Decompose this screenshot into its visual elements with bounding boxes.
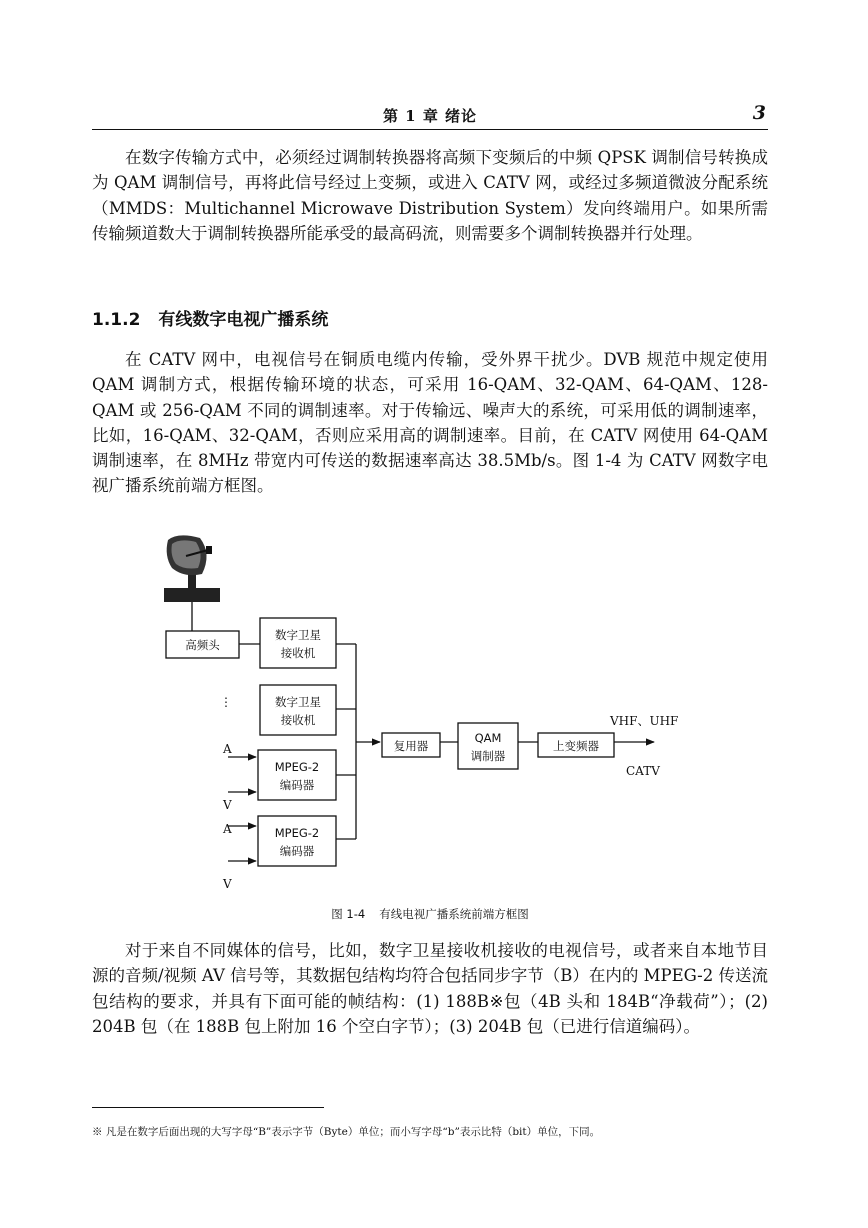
figure-caption (92, 906, 768, 922)
upconverter-label: 上变频器 (553, 739, 599, 753)
figure-title: 有线电视广播系统前端方框图 (379, 907, 529, 921)
output-band-label: VHF、UHF (610, 714, 679, 728)
figure-number: 图 1-4 (331, 907, 366, 921)
page-number: 3 (752, 102, 766, 124)
mpeg2-encoder-box-2 (258, 816, 336, 866)
running-header (92, 103, 768, 130)
tuner-label: 高频头 (185, 638, 220, 652)
encoder-2-line-1: MPEG-2 (274, 826, 320, 840)
satellite-receiver-box-2 (260, 685, 336, 735)
receiver-1-line-2: 接收机 (280, 646, 316, 660)
satellite-dish-icon (164, 535, 220, 602)
ellipsis-dots: ⋮ (220, 695, 232, 709)
paragraph-2: 在 CATV 网中，电视信号在铜质电缆内传输，受外界干扰少。DVB 规范中规定使用 QAM 调制方式，根据传输环境的状态，可采用 16-QAM、32-QAM、64-QAM、128-QAM 或 256-QAM 不同的调制速率。对于传输远、噪声大的系统，可采用低的调制速率，比如，16-QAM、32-QAM，否则应采用高的调制速率。目前，在 CATV 网使用 64-QAM 调制速率，在 8MHz 带宽内可传送的数据速率高达 38.5Mb/s。图 1-4 为 CATV 网数字电视广播系统前端方框图。 (92, 350, 768, 496)
receiver-2-line-1: 数字卫星 (275, 695, 321, 709)
paragraph-3: 对于来自不同媒体的信号，比如，数字卫星接收机接收的电视信号，或者来自本地节目源的音频/视频 AV 信号等，其数据包结构均符合包括同步字节（B）在内的 MPEG-2 传送流包结构的要求，并具有下面可能的帧结构：(1) 188B※包（4B 头和 184B“净载荷”）；(2) 204B 包（在 188B 包上附加 16 个空白字节）；(3) 204B 包（已进行信道编码）。 (92, 941, 768, 1036)
input-v-1: V (223, 798, 232, 812)
encoder-1-line-2: 编码器 (279, 778, 315, 792)
chapter-title: 第 1 章 绪论 (382, 107, 478, 125)
receiver-2-line-2: 接收机 (280, 713, 316, 727)
footnote-rule (92, 1107, 324, 1108)
paragraph-1: 在数字传输方式中，必须经过调制转换器将高频下变频后的中频 QPSK 调制信号转换成为 QAM 调制信号，再将此信号经过上变频，或进入 CATV 网，或经过多频道微波分配系统（MMDS：Multichannel Microwave Distribution System）发向终端用户。如果所需传输频道数大于调制转换器所能承受的最高码流，则需要多个调制转换器并行处理。 (92, 148, 768, 243)
receiver-1-line-1: 数字卫星 (275, 628, 321, 642)
mpeg2-encoder-box-1 (258, 750, 336, 800)
section-heading (92, 305, 328, 330)
block-diagram (150, 528, 710, 900)
input-v-2: V (223, 877, 232, 891)
input-a-2: A (223, 822, 232, 836)
encoder-1-line-1: MPEG-2 (274, 760, 320, 774)
section-number: 1.1.2 (92, 310, 141, 330)
input-a-1: A (223, 742, 232, 756)
qam-line-2: 调制器 (470, 749, 506, 763)
multiplexer-label: 复用器 (393, 739, 429, 753)
section-title: 有线数字电视广播系统 (158, 310, 329, 330)
satellite-receiver-box-1 (260, 618, 336, 668)
output-catv-label: CATV (626, 764, 660, 778)
footnote: ※ 凡是在数字后面出现的大写字母“B”表示字节（Byte）单位；而小写字母“b”表示比特（bit）单位，下同。 (92, 1126, 601, 1138)
encoder-2-line-2: 编码器 (279, 844, 315, 858)
qam-line-1: QAM (474, 731, 502, 745)
